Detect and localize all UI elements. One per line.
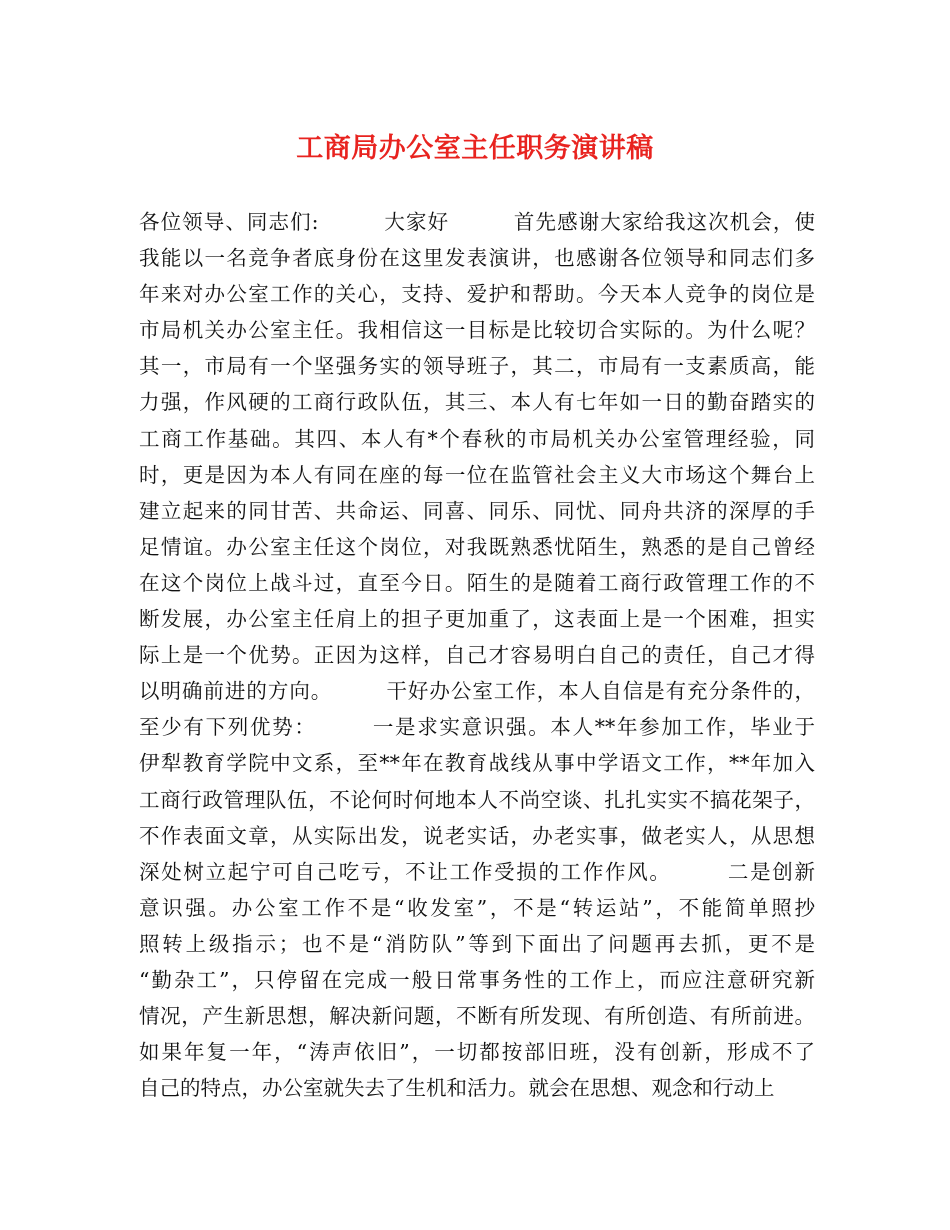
document-title: 工商局办公室主任职务演讲稿 <box>296 133 654 164</box>
paragraph-line: 市局机关办公室主任。我相信这一目标是比较切合实际的。为什么呢？ <box>139 318 815 343</box>
paragraph-line: 其一，市局有一个坚强务实的领导班子，其二，市局有一支素质高，能 <box>139 354 815 379</box>
paragraph-line: 不作表面文章，从实际出发，说老实话，办老实事，做老实人，从思想 <box>139 823 815 848</box>
paragraph-line: 自己的特点，办公室就失去了生机和活力。就会在思想、观念和行动上 <box>139 1076 775 1101</box>
paragraph-line: 工商行政管理队伍，不论何时何地本人不尚空谈、扎扎实实不搞花架子， <box>139 787 815 812</box>
paragraph-line: 建立起来的同甘苦、共命运、同喜、同乐、同忧、同舟共济的深厚的手 <box>139 498 815 523</box>
paragraph-line: 至少有下列优势： 一是求实意识强。本人**年参加工作，毕业于 <box>139 715 815 740</box>
paragraph-line: 时，更是因为本人有同在座的每一位在监管社会主义大市场这个舞台上 <box>139 462 815 487</box>
paragraph-line: 际上是一个优势。正因为这样，自己才容易明白自己的责任，自己才得 <box>139 643 815 668</box>
paragraph-line: 在这个岗位上战斗过，直至今日。陌生的是随着工商行政管理工作的不 <box>139 570 815 595</box>
paragraph-line: 照转上级指示；也不是“消防队”等到下面出了问题再去抓，更不是 <box>139 931 815 956</box>
paragraph-line: 足情谊。办公室主任这个岗位，对我既熟悉忧陌生，熟悉的是自己曾经 <box>139 534 815 559</box>
paragraph-line: 如果年复一年，“涛声依旧”，一切都按部旧班，没有创新，形成不了 <box>139 1040 815 1065</box>
paragraph-line: 断发展，办公室主任肩上的担子更加重了，这表面上是一个困难，担实 <box>139 607 815 632</box>
paragraph-line: 以明确前进的方向。 干好办公室工作，本人自信是有充分条件的， <box>139 679 815 704</box>
paragraph-line: 情况，产生新思想，解决新问题，不断有所发现、有所创造、有所前进。 <box>139 1004 815 1029</box>
paragraph-line: 意识强。办公室工作不是“收发室”，不是“转运站”，不能简单照抄 <box>139 895 815 920</box>
paragraph-line: 力强，作风硬的工商行政队伍，其三、本人有七年如一日的勤奋踏实的 <box>139 390 815 415</box>
paragraph-line: “勤杂工”，只停留在完成一般日常事务性的工作上，而应注意研究新 <box>139 967 815 992</box>
paragraph-line: 深处树立起宁可自己吃亏，不让工作受损的工作作风。 二是创新 <box>139 859 815 884</box>
paragraph-line: 各位领导、同志们: 大家好 首先感谢大家给我这次机会，使 <box>139 210 815 234</box>
paragraph-line: 年来对办公室工作的关心，支持、爱护和帮助。今天本人竞争的岗位是 <box>139 282 815 307</box>
paragraph-line: 伊犁教育学院中文系，至**年在教育战线从事中学语文工作，**年加入 <box>139 751 815 776</box>
paragraph-line: 工商工作基础。其四、本人有*个春秋的市局机关办公室管理经验，同 <box>139 426 815 451</box>
paragraph-line: 我能以一名竞争者底身份在这里发表演讲，也感谢各位领导和同志们多 <box>139 246 815 271</box>
document-body <box>139 204 815 1106</box>
